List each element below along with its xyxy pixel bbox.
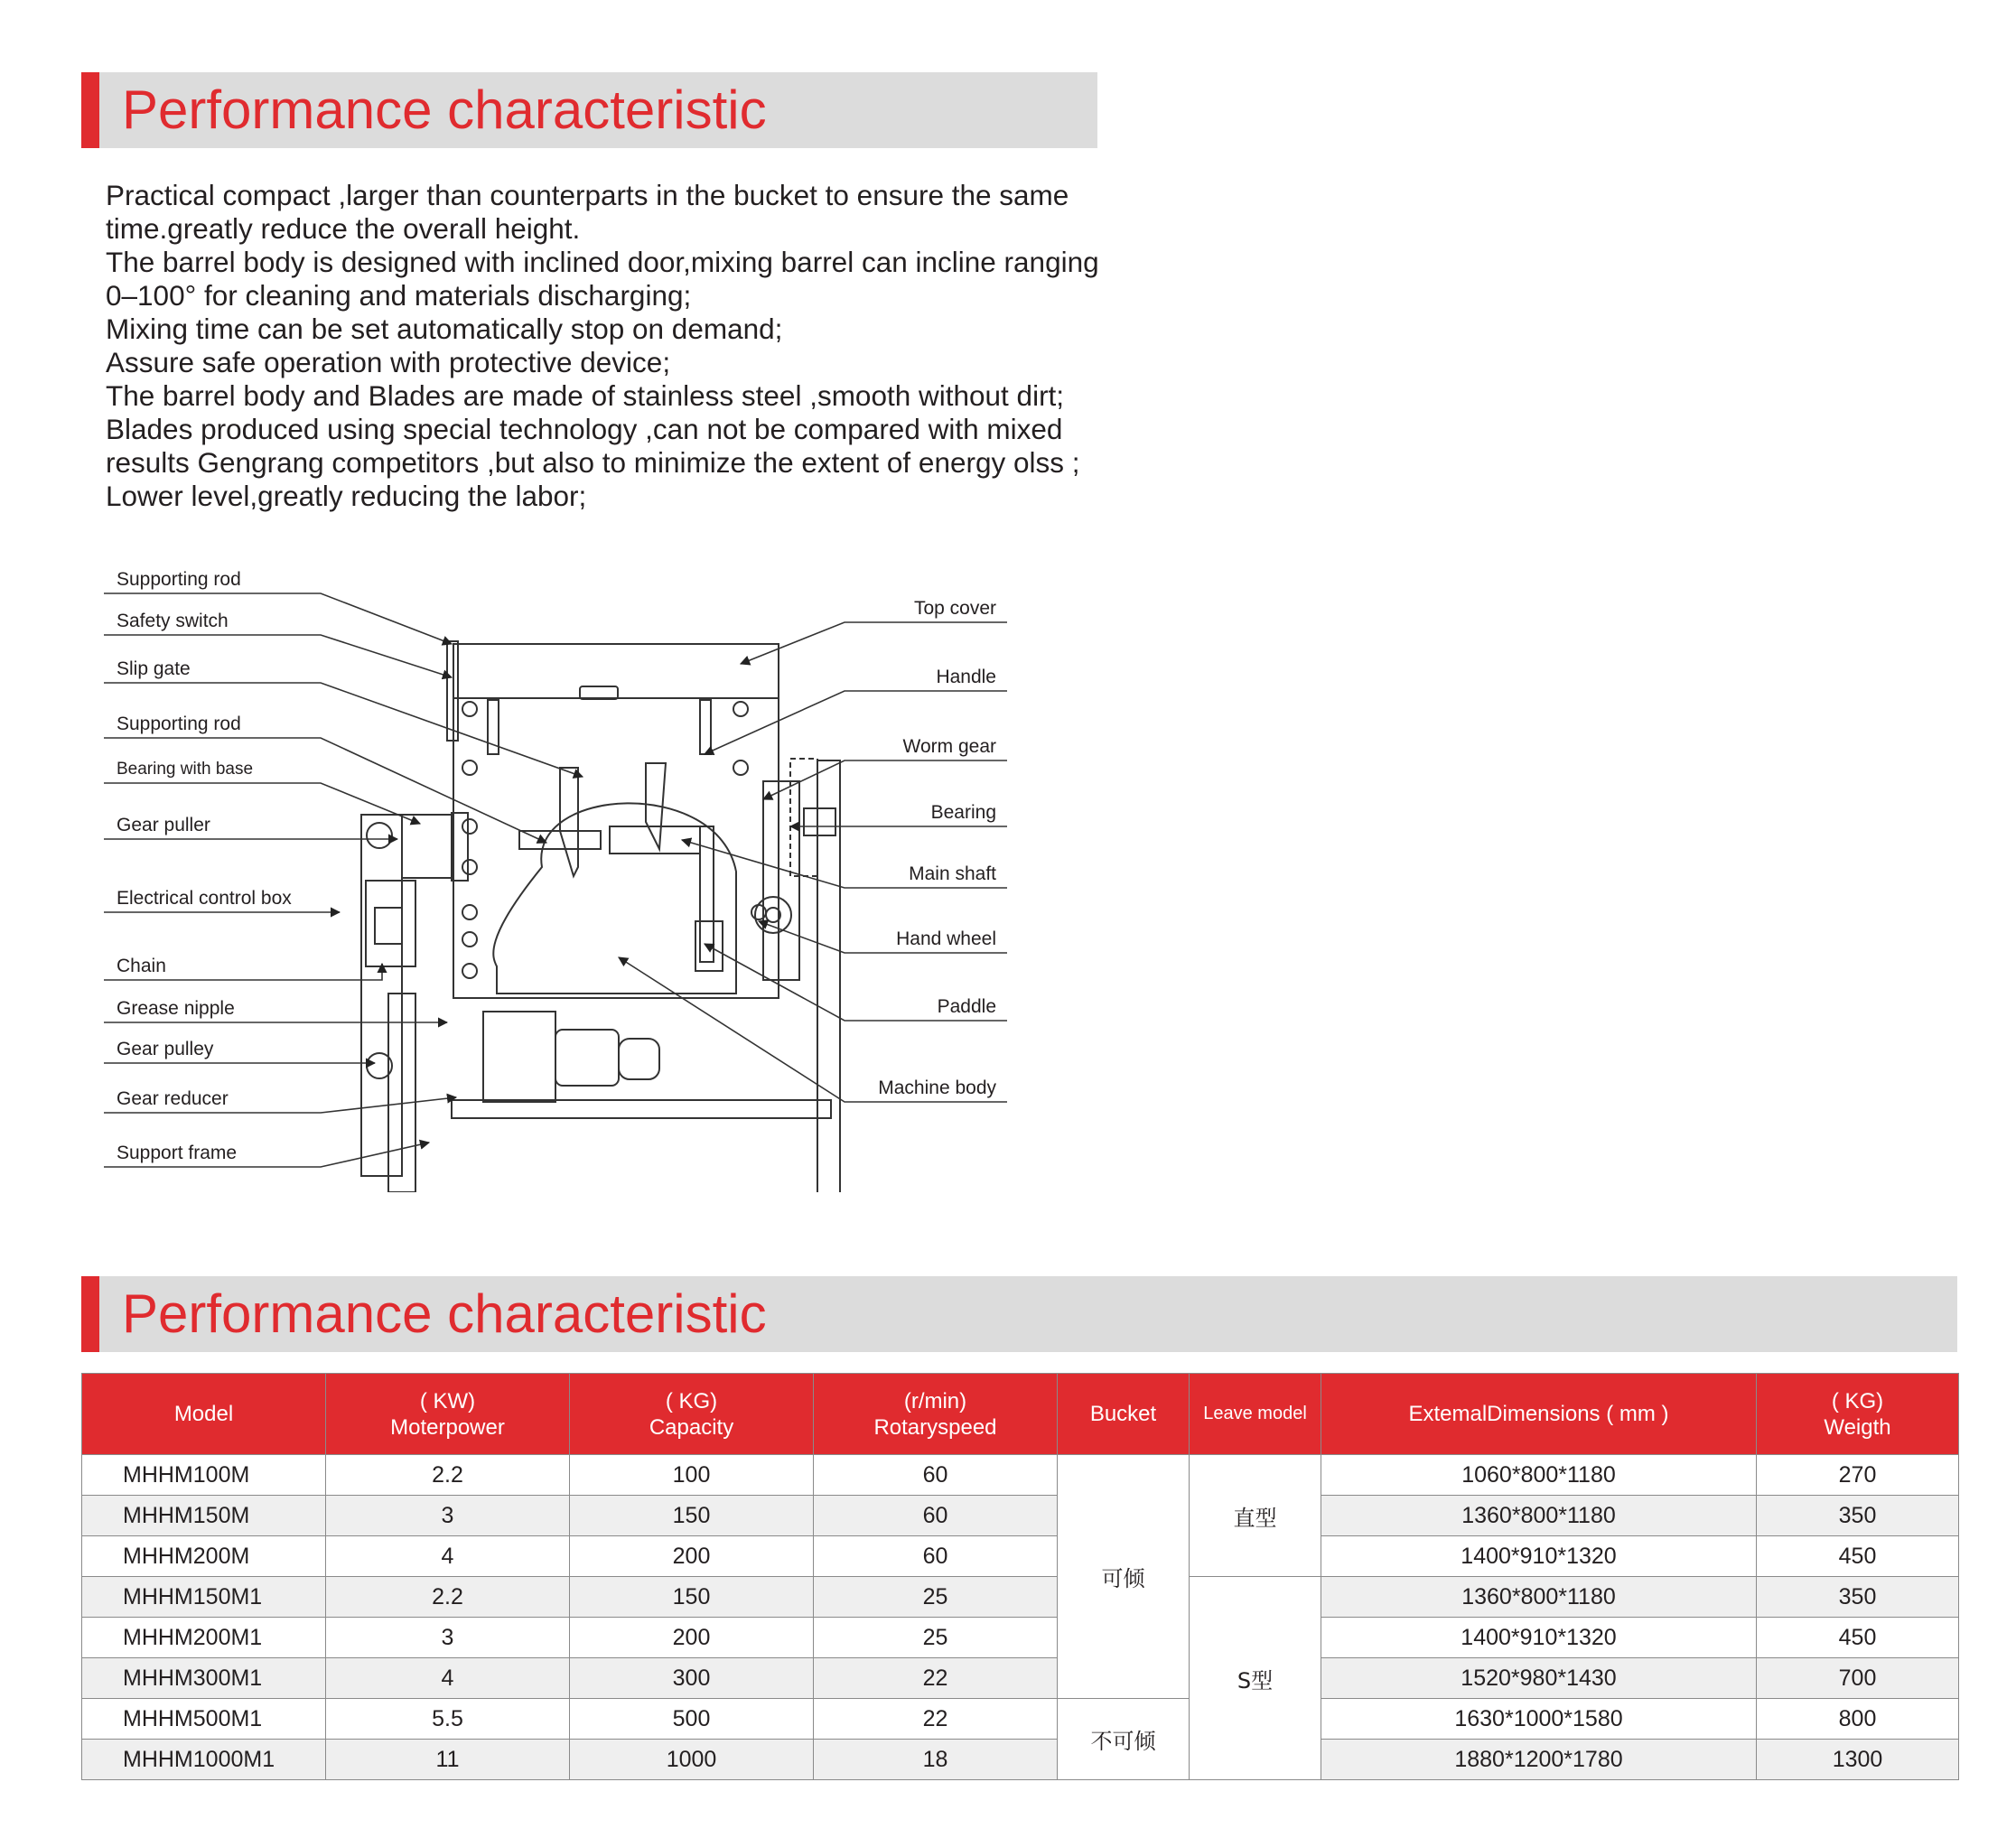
cell-weight: 350 (1757, 1577, 1959, 1618)
cell-capacity: 150 (570, 1577, 814, 1618)
header-bucket: Bucket (1058, 1374, 1190, 1455)
cell-power: 11 (326, 1740, 570, 1780)
cell-dimensions: 1060*800*1180 (1321, 1455, 1757, 1496)
cell-capacity: 150 (570, 1496, 814, 1536)
cell-capacity: 500 (570, 1699, 814, 1740)
cell-weight: 450 (1757, 1536, 1959, 1577)
cell-model: MHHM200M (82, 1536, 326, 1577)
cell-power: 2.2 (326, 1455, 570, 1496)
cell-model: MHHM100M (82, 1455, 326, 1496)
cell-dimensions: 1400*910*1320 (1321, 1536, 1757, 1577)
header-capacity: ( KG) Capacity (570, 1374, 814, 1455)
header-leave-model: Leave model (1190, 1374, 1321, 1455)
description-text (106, 179, 1135, 513)
label-chain: Chain (117, 956, 166, 976)
desc-line: 0–100° for cleaning and materials discharging; (106, 279, 692, 312)
label-bearing: Bearing (930, 802, 996, 823)
machine-frame (361, 641, 840, 1192)
label-supporting-rod-1: Supporting rod (117, 569, 241, 590)
cell-power: 4 (326, 1658, 570, 1699)
cell-capacity: 300 (570, 1658, 814, 1699)
spec-table (81, 1373, 1959, 1780)
label-gear-puller: Gear puller (117, 815, 210, 835)
table-row (82, 1740, 1959, 1780)
header-power: ( KW) Moterpower (326, 1374, 570, 1455)
cell-model: MHHM150M1 (82, 1577, 326, 1618)
cell-speed: 18 (814, 1740, 1058, 1780)
desc-line: results Gengrang competitors ,but also to minimize the extent of energy olss ; (106, 446, 1080, 479)
cell-dimensions: 1520*980*1430 (1321, 1658, 1757, 1699)
cell-power: 4 (326, 1536, 570, 1577)
cell-speed: 22 (814, 1699, 1058, 1740)
desc-line: Mixing time can be set automatically stop on demand; (106, 313, 783, 345)
cell-model: MHHM500M1 (82, 1699, 326, 1740)
desc-line: The barrel body is designed with inclined door,mixing barrel can incline ranging (106, 246, 1099, 278)
cell-capacity: 100 (570, 1455, 814, 1496)
cell-speed: 25 (814, 1577, 1058, 1618)
label-handle: Handle (936, 667, 996, 687)
cell-speed: 22 (814, 1658, 1058, 1699)
cell-weight: 450 (1757, 1618, 1959, 1658)
desc-line: Practical compact ,larger than counterparts in the bucket to ensure the same (106, 179, 1069, 211)
cell-weight: 700 (1757, 1658, 1959, 1699)
banner-accent-bar (81, 72, 99, 148)
header-dimensions: ExtemalDimensions ( mm ) (1321, 1374, 1757, 1455)
label-top-cover: Top cover (913, 598, 996, 619)
table-row (82, 1455, 1959, 1496)
desc-line: The barrel body and Blades are made of stainless steel ,smooth without dirt; (106, 379, 1065, 412)
right-leaders (619, 622, 1007, 1102)
label-support-frame: Support frame (117, 1143, 238, 1163)
cell-dimensions: 1630*1000*1580 (1321, 1699, 1757, 1740)
label-paddle: Paddle (937, 996, 996, 1017)
table-row (82, 1699, 1959, 1740)
cell-speed: 60 (814, 1536, 1058, 1577)
cell-dimensions: 1360*800*1180 (1321, 1577, 1757, 1618)
cell-bucket-fixed: 不可倾 (1058, 1699, 1190, 1780)
cell-weight: 1300 (1757, 1740, 1959, 1780)
table-row (82, 1618, 1959, 1658)
table-header-row (82, 1374, 1959, 1455)
cell-power: 3 (326, 1618, 570, 1658)
header-model: Model (82, 1374, 326, 1455)
cell-model: MHHM200M1 (82, 1618, 326, 1658)
cell-power: 2.2 (326, 1577, 570, 1618)
table-row (82, 1496, 1959, 1536)
table-row (82, 1577, 1959, 1618)
cell-leave-straight: 直型 (1190, 1455, 1321, 1577)
cell-speed: 60 (814, 1496, 1058, 1536)
cell-speed: 25 (814, 1618, 1058, 1658)
cell-power: 5.5 (326, 1699, 570, 1740)
cell-dimensions: 1360*800*1180 (1321, 1496, 1757, 1536)
machine-drawing (104, 560, 1007, 1192)
cell-bucket-tilt: 可倾 (1058, 1455, 1190, 1699)
section-title: Performance characteristic (122, 1283, 767, 1344)
desc-line: Assure safe operation with protective device; (106, 346, 671, 378)
table-row (82, 1658, 1959, 1699)
table-row (82, 1536, 1959, 1577)
section-banner-bottom (81, 1276, 1957, 1352)
header-speed: (r/min) Rotaryspeed (814, 1374, 1058, 1455)
label-hand-wheel: Hand wheel (896, 928, 996, 949)
cell-leave-s: S型 (1190, 1577, 1321, 1780)
label-safety-switch: Safety switch (117, 611, 229, 631)
label-machine-body: Machine body (878, 1078, 996, 1098)
label-worm-gear: Worm gear (902, 736, 996, 757)
label-electrical-control-box: Electrical control box (117, 888, 292, 909)
section-title: Performance characteristic (122, 79, 767, 140)
cell-speed: 60 (814, 1455, 1058, 1496)
cell-dimensions: 1880*1200*1780 (1321, 1740, 1757, 1780)
section-banner-top (81, 72, 1097, 148)
label-main-shaft: Main shaft (909, 863, 996, 884)
cell-power: 3 (326, 1496, 570, 1536)
desc-line: Blades produced using special technology ,can not be compared with mixed (106, 413, 1063, 445)
cell-capacity: 1000 (570, 1740, 814, 1780)
label-gear-reducer: Gear reducer (117, 1088, 229, 1109)
label-slip-gate: Slip gate (117, 658, 191, 679)
cell-capacity: 200 (570, 1536, 814, 1577)
label-bearing-with-base: Bearing with base (117, 760, 254, 779)
label-supporting-rod-2: Supporting rod (117, 714, 241, 734)
cell-dimensions: 1400*910*1320 (1321, 1618, 1757, 1658)
machine-diagram (104, 560, 1007, 1192)
label-gear-pulley: Gear pulley (117, 1039, 214, 1059)
header-weight: ( KG) Weigth (1757, 1374, 1959, 1455)
cell-model: MHHM300M1 (82, 1658, 326, 1699)
cell-capacity: 200 (570, 1618, 814, 1658)
banner-accent-bar (81, 1276, 99, 1352)
cell-weight: 270 (1757, 1455, 1959, 1496)
cell-model: MHHM1000M1 (82, 1740, 326, 1780)
desc-line: time.greatly reduce the overall height. (106, 212, 581, 245)
desc-line: Lower level,greatly reducing the labor; (106, 480, 587, 512)
label-grease-nipple: Grease nipple (117, 998, 235, 1019)
cell-model: MHHM150M (82, 1496, 326, 1536)
cell-weight: 350 (1757, 1496, 1959, 1536)
cell-weight: 800 (1757, 1699, 1959, 1740)
